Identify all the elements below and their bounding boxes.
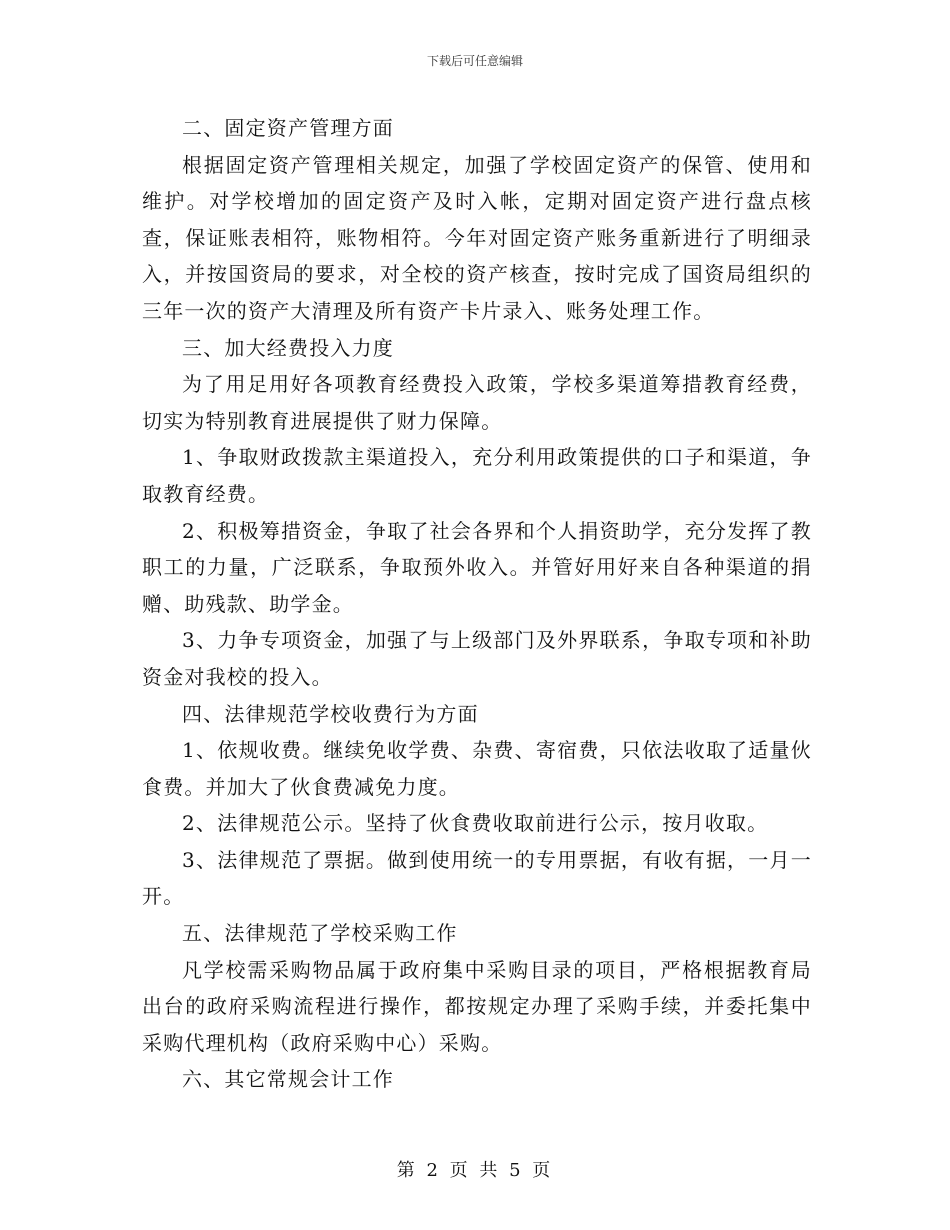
section-heading-fees: 四、法律规范学校收费行为方面 [182, 701, 479, 726]
section-heading-procurement: 五、法律规范了学校采购工作 [182, 921, 458, 946]
section-heading-other-accounting: 六、其它常规会计工作 [182, 1067, 394, 1092]
paragraph-procurement: 凡学校需采购物品属于政府集中采购目录的项目，严格根据教育局出台的政府采购流程进行操作，都按规定办理了采购手续，并委托集中采购代理机构（政府采购中心）采购。 [142, 957, 812, 1055]
list-item-funding-1: 1、争取财政拨款主渠道投入，充分利用政策提供的口子和渠道，争取教育经费。 [142, 445, 812, 506]
document-body [142, 110, 812, 1098]
paragraph-funding-intro: 为了用足用好各项教育经费投入政策，学校多渠道筹措教育经费，切实为特别教育进展提供了财力保障。 [142, 372, 812, 433]
page-header-note: 下载后可任意编辑 [426, 54, 523, 68]
list-item-funding-3: 3、力争专项资金，加强了与上级部门及外界联系，争取专项和补助资金对我校的投入。 [142, 628, 812, 689]
page-number-footer: 第 2 页 共 5 页 [396, 1160, 554, 1181]
section-heading-funding: 三、加大经费投入力度 [182, 335, 394, 360]
list-item-fees-2: 2、法律规范公示。坚持了伙食费收取前进行公示，按月收取。 [182, 811, 769, 836]
list-item-fees-1: 1、依规收费。继续免收学费、杂费、寄宿费，只依法收取了适量伙食费。并加大了伙食费减免力度。 [142, 738, 812, 799]
paragraph-fixed-assets: 根据固定资产管理相关规定，加强了学校固定资产的保管、使用和维护。对学校增加的固定资产及时入帐，定期对固定资产进行盘点核查，保证账表相符，账物相符。今年对固定资产账务重新进行了明细录入，并按国资局的要求，对全校的资产核查，按时完成了国资局组织的三年一次的资产大清理及所有资产卡片录入、账务处理工作。 [142, 152, 812, 323]
list-item-fees-3: 3、法律规范了票据。做到使用统一的专用票据，有收有据，一月一开。 [142, 847, 812, 909]
section-heading-fixed-assets: 二、固定资产管理方面 [182, 116, 394, 140]
list-item-funding-2: 2、积极筹措资金，争取了社会各界和个人捐资助学，充分发挥了教职工的力量，广泛联系，争取预外收入。并管好用好来自各种渠道的捐赠、助残款、助学金。 [142, 518, 812, 616]
